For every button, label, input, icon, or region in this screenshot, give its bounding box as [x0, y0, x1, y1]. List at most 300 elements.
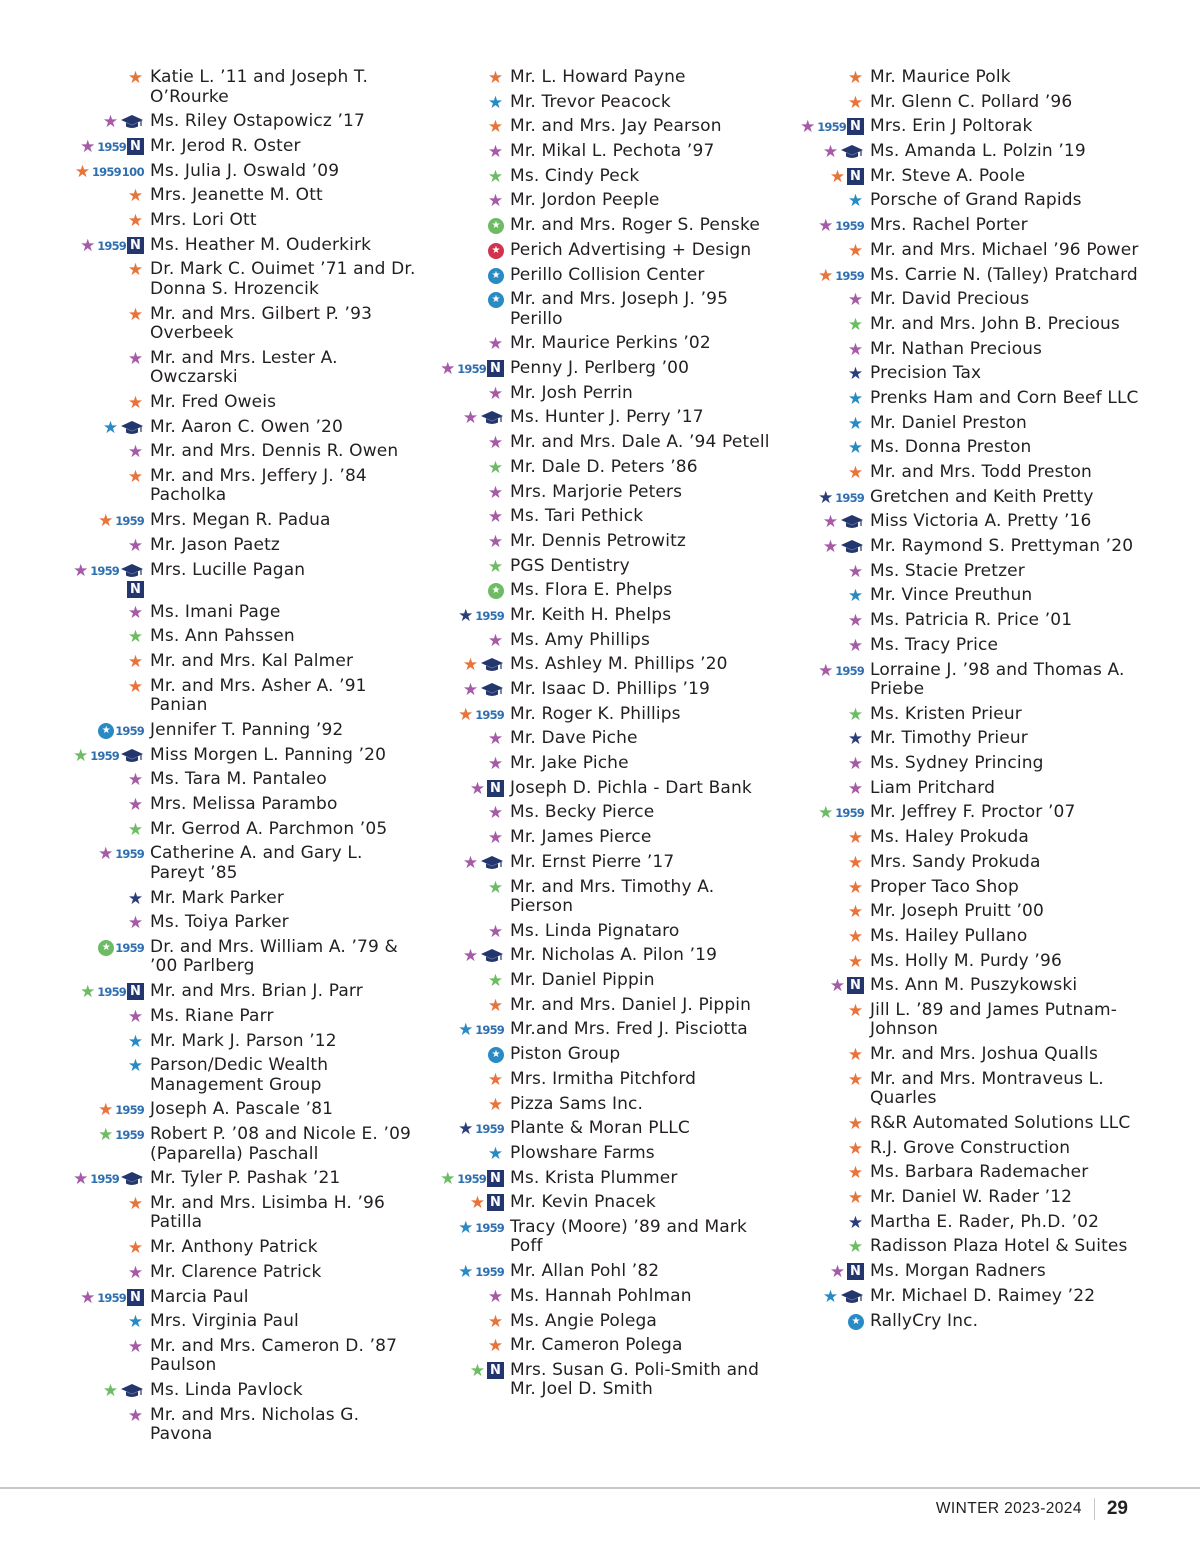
donor-icons: [430, 1169, 510, 1188]
donor-icons: [430, 117, 510, 136]
donor-name: Mr. and Mrs. Dale A. ’94 Petell: [510, 432, 770, 453]
donor-name: Ms. Cindy Peck: [510, 165, 640, 186]
donor-icons: [430, 729, 510, 748]
graduation-cap-icon: [480, 656, 504, 674]
donor-name: Ms. Hunter J. Perry ’17: [510, 407, 704, 428]
donor-entry: [790, 512, 1142, 532]
donor-entry: [430, 290, 782, 329]
donor-icons: [70, 236, 150, 255]
donor-entry: [790, 1001, 1142, 1040]
donor-entry: [70, 844, 422, 883]
star-icon: ★: [74, 161, 91, 182]
donor-entry: [790, 927, 1142, 947]
donor-name: Mrs. Virginia Paul: [150, 1311, 299, 1332]
graduation-cap-icon: [840, 1288, 864, 1306]
donor-name: Mr. Roger K. Phillips: [510, 703, 681, 724]
1959-society-icon: 1959: [835, 663, 864, 678]
donor-name: Mr. Timothy Prieur: [870, 728, 1028, 749]
1959-society-icon: 1959: [115, 1128, 144, 1143]
donor-entry: [790, 1070, 1142, 1109]
donor-entry: [790, 315, 1142, 335]
donor-icons: [70, 536, 150, 555]
donor-entry: [430, 803, 782, 823]
donor-icons: [430, 828, 510, 847]
star-icon: ★: [98, 1125, 114, 1146]
donor-entry: [430, 1169, 782, 1189]
donor-icons: [790, 216, 870, 235]
donor-name: Mrs. Marjorie Peters: [510, 481, 683, 502]
star-icon: ★: [127, 535, 144, 556]
star-icon: ★: [487, 971, 504, 992]
donor-name: Penny J. Perlberg ’00: [510, 358, 690, 379]
n-logo-icon: N: [127, 237, 144, 254]
donor-icons: [790, 1312, 870, 1330]
donor-entry: [790, 1237, 1142, 1257]
donor-name: Ms. Becky Pierce: [510, 802, 655, 823]
star-icon: ★: [487, 433, 504, 454]
star-icon: ★: [469, 1193, 486, 1214]
donor-icons: [790, 661, 870, 680]
donor-entry: [790, 389, 1142, 409]
donor-icons: [70, 1100, 150, 1119]
star-icon: ★: [127, 770, 144, 791]
donor-icons: [790, 1237, 870, 1256]
circle-star-icon: ★: [488, 268, 504, 284]
star-icon: ★: [102, 112, 119, 133]
donor-entry: [430, 631, 782, 651]
donor-icons: [70, 1263, 150, 1282]
1959-society-icon: 1959: [90, 1172, 119, 1187]
donor-entry: [430, 705, 782, 725]
star-icon: ★: [127, 1262, 144, 1283]
donor-icons: [790, 191, 870, 210]
donor-icons: [790, 1001, 870, 1020]
donor-column-3: [790, 68, 1142, 1336]
donor-icons: [70, 982, 150, 1001]
star-icon: ★: [487, 1094, 504, 1115]
donor-icons: [790, 803, 870, 822]
n-logo-icon: N: [847, 1263, 864, 1280]
star-icon: ★: [829, 976, 846, 997]
star-icon: ★: [127, 1405, 144, 1426]
star-icon: ★: [847, 951, 864, 972]
star-icon: ★: [487, 191, 504, 212]
donor-entry: [70, 603, 422, 623]
donor-name: Jill L. ’89 and James Putnam-Johnson: [870, 999, 1118, 1040]
donor-entry: [430, 216, 782, 236]
star-icon: ★: [847, 68, 864, 88]
donor-entry: [430, 828, 782, 848]
donor-name: Perich Advertising + Design: [510, 239, 752, 260]
star-icon: ★: [847, 877, 864, 898]
donor-icons: [790, 1213, 870, 1232]
donor-entry: [430, 606, 782, 626]
donor-name: Mr. Jerod R. Oster: [150, 135, 301, 156]
1959-society-icon: 1959: [475, 1023, 504, 1038]
donor-entry: [70, 795, 422, 815]
donor-entry: [70, 162, 422, 182]
star-icon: ★: [487, 166, 504, 187]
donor-name: Mr. Michael D. Raimey ’22: [870, 1285, 1096, 1306]
donor-entry: [430, 557, 782, 577]
donor-entry: [430, 507, 782, 527]
donor-name: Mr. Isaac D. Phillips ’19: [510, 679, 711, 699]
star-icon: ★: [822, 142, 839, 163]
1959-society-icon: 1959: [835, 490, 864, 505]
donor-entry: [790, 1163, 1142, 1183]
donor-icons: [790, 878, 870, 897]
donor-icons: [790, 853, 870, 872]
donor-icons: [430, 458, 510, 477]
donor-icons: [790, 1262, 870, 1281]
1959-society-icon: 1959: [457, 362, 486, 377]
donor-icons: [70, 1337, 150, 1356]
star-icon: ★: [847, 1138, 864, 1159]
star-icon: ★: [847, 364, 864, 385]
circle-star-icon: ★: [98, 723, 114, 739]
star-icon: ★: [847, 778, 864, 799]
star-icon: ★: [847, 1069, 864, 1090]
donor-icons: [430, 483, 510, 502]
donor-entry: [790, 290, 1142, 310]
star-icon: ★: [127, 1193, 144, 1214]
donor-entry: [790, 488, 1142, 508]
donor-entry: [70, 820, 422, 840]
issue-season: WINTER 2023-2024: [935, 1500, 1082, 1517]
donor-entry: [790, 729, 1142, 749]
star-icon: ★: [127, 1031, 144, 1052]
star-icon: ★: [73, 1169, 89, 1190]
1959-society-icon: 1959: [97, 238, 126, 253]
star-icon: ★: [80, 235, 96, 256]
donor-entry: [790, 779, 1142, 799]
donor-entry: [70, 746, 422, 766]
donor-name: Mr. and Mrs. Lester A. Owczarski: [150, 347, 338, 388]
donor-name: Miss Victoria A. Pretty ’16: [870, 511, 1092, 532]
donor-icons: [430, 1144, 510, 1163]
donor-name: Catherine A. and Gary L. Pareyt ’85: [150, 843, 363, 883]
star-icon: ★: [80, 1287, 96, 1308]
1959-society-icon: 1959: [835, 268, 864, 283]
donor-entry: [790, 414, 1142, 434]
donor-icons: [790, 1188, 870, 1207]
1959-society-icon: 1959: [475, 1265, 504, 1280]
donor-name: Mrs. Irmitha Pitchford: [510, 1068, 697, 1089]
donor-name: Mr. Jason Paetz: [150, 534, 280, 555]
donor-entry: [790, 1213, 1142, 1233]
donor-entry: [430, 996, 782, 1016]
n-logo-icon: N: [127, 138, 144, 155]
donor-name: Mr. Cameron Polega: [510, 1335, 683, 1356]
donor-entry: [790, 364, 1142, 384]
star-icon: ★: [127, 627, 144, 648]
1959-society-icon: 1959: [115, 723, 144, 738]
circle-star-icon: ★: [488, 292, 504, 308]
star-icon: ★: [127, 652, 144, 673]
donor-entry: [430, 1095, 782, 1115]
donor-icons: [70, 1288, 150, 1307]
star-icon: ★: [847, 561, 864, 582]
donor-icons: [790, 512, 870, 531]
1959-society-icon: 1959: [115, 514, 144, 529]
star-icon: ★: [487, 877, 504, 898]
donor-icons: [790, 364, 870, 383]
donor-entry: [430, 334, 782, 354]
donor-icons: [790, 902, 870, 921]
donor-icons: [790, 414, 870, 433]
donor-entry: [70, 137, 422, 157]
donor-name: Radisson Plaza Hotel & Suites: [870, 1236, 1128, 1257]
donor-name: Ms. Toiya Parker: [150, 912, 289, 933]
donor-name: Jennifer T. Panning ’92: [150, 719, 344, 740]
donor-name: Mr. Daniel Preston: [870, 412, 1027, 433]
donor-name: Mrs. Rachel Porter: [870, 215, 1028, 236]
star-icon: ★: [847, 729, 864, 750]
star-icon: ★: [127, 795, 144, 815]
donor-name: R&R Automated Solutions LLC: [870, 1113, 1131, 1133]
donor-entry: [790, 1262, 1142, 1282]
donor-icons: [790, 167, 870, 186]
star-icon: ★: [847, 1212, 864, 1233]
donor-icons: [790, 1139, 870, 1158]
donor-name: Gretchen and Keith Pretty: [870, 486, 1094, 507]
donor-icons: [430, 705, 510, 724]
donor-entry: [70, 938, 422, 977]
donor-icons: [790, 142, 870, 161]
1959-society-icon: 1959: [475, 1122, 504, 1137]
circle-star-icon: ★: [848, 1314, 864, 1330]
donor-icons: [790, 315, 870, 334]
donor-name: Parson/Dedic Wealth Management Group: [150, 1055, 329, 1095]
star-icon: ★: [487, 1286, 504, 1307]
donor-icons: [790, 611, 870, 630]
donor-name: Mrs. Sandy Prokuda: [870, 851, 1041, 872]
donor-entry: [70, 1263, 422, 1283]
donor-icons: [70, 1194, 150, 1213]
1959-society-icon: 1959: [90, 563, 119, 578]
donor-icons: [430, 606, 510, 625]
donor-entry: [70, 186, 422, 206]
star-icon: ★: [847, 852, 864, 873]
star-icon: ★: [127, 819, 144, 840]
star-icon: ★: [847, 1237, 864, 1258]
star-icon: ★: [487, 556, 504, 577]
donor-name: Mr. Jeffrey F. Proctor ’07: [870, 802, 1076, 823]
star-icon: ★: [462, 946, 479, 967]
donor-name: Ms. Ann M. Puszykowski: [870, 975, 1078, 996]
donor-name: Mrs. Susan G. Poli-Smith and Mr. Joel D. Smith: [510, 1359, 760, 1400]
star-icon: ★: [822, 512, 839, 533]
donor-entry: [430, 1045, 782, 1065]
1959-society-icon: 1959: [115, 847, 144, 862]
star-icon: ★: [829, 1262, 846, 1283]
donor-entry: [70, 1312, 422, 1332]
donor-icons: [430, 68, 510, 87]
donor-entry: [790, 902, 1142, 922]
donor-icons: [430, 1045, 510, 1063]
star-icon: ★: [822, 1286, 839, 1307]
1959-society-icon: 1959: [817, 120, 846, 135]
star-icon: ★: [462, 408, 479, 429]
n-logo-icon: N: [847, 118, 864, 135]
donor-name: Mr. Steve A. Poole: [870, 165, 1026, 186]
star-icon: ★: [487, 117, 504, 138]
donor-name: Mr. James Pierce: [510, 827, 652, 848]
donor-entry: [790, 803, 1142, 823]
donor-name: Mr. Glenn C. Pollard ’96: [870, 91, 1073, 112]
star-icon: ★: [127, 676, 144, 697]
donor-icons: [430, 266, 510, 284]
star-icon: ★: [80, 136, 96, 157]
star-icon: ★: [818, 487, 834, 508]
donor-icons: [790, 340, 870, 359]
star-icon: ★: [127, 1312, 144, 1333]
donor-icons: [790, 241, 870, 260]
donor-entry: [430, 1336, 782, 1356]
graduation-cap-icon: [120, 419, 144, 437]
donor-name: Ms. Tara M. Pantaleo: [150, 769, 327, 790]
donor-icons: [430, 878, 510, 897]
donor-icons: [790, 438, 870, 457]
donor-entry: [70, 442, 422, 462]
star-icon: ★: [127, 186, 144, 207]
donor-icons: [430, 334, 510, 353]
donor-name: Ms. Riane Parr: [150, 1005, 274, 1026]
donor-entry: [430, 1144, 782, 1164]
star-icon: ★: [127, 1006, 144, 1027]
donor-name: Ms. Flora E. Phelps: [510, 580, 673, 601]
donor-icons: [430, 680, 510, 699]
circle-star-icon: ★: [488, 583, 504, 599]
1959-society-icon: 1959: [475, 608, 504, 623]
donor-icons: [430, 1020, 510, 1039]
donor-entry: [430, 1193, 782, 1213]
star-icon: ★: [469, 1360, 486, 1381]
star-icon: ★: [487, 482, 504, 503]
donor-name: Mr. Gerrod A. Parchmon ’05: [150, 818, 388, 839]
donor-icons: [430, 922, 510, 941]
donor-name: Ms. Amanda L. Polzin ’19: [870, 141, 1086, 162]
donor-name: Mr. Maurice Perkins ’02: [510, 333, 711, 354]
donor-icons: [70, 721, 150, 740]
graduation-cap-icon: [840, 538, 864, 556]
donor-entry: [790, 878, 1142, 898]
donor-entry: [70, 561, 422, 598]
donor-icons: [430, 853, 510, 872]
n-logo-icon: N: [847, 168, 864, 185]
donor-entry: [430, 655, 782, 675]
donor-name: Miss Morgen L. Panning ’20: [150, 744, 387, 765]
star-icon: ★: [73, 745, 89, 766]
donor-name: Mr. Dave Piche: [510, 728, 638, 749]
donor-name: Mr. and Mrs. Joseph J. ’95 Perillo: [510, 289, 729, 329]
donor-icons: [430, 1287, 510, 1306]
donor-name: Mrs. Lori Ott: [150, 209, 257, 230]
graduation-cap-icon: [840, 513, 864, 531]
donor-icons: [430, 631, 510, 650]
donor-icons: [790, 952, 870, 971]
donor-name: Mr. Anthony Patrick: [150, 1237, 318, 1258]
donor-icons: [430, 1312, 510, 1331]
donor-entry: [70, 467, 422, 506]
donor-entry: [790, 828, 1142, 848]
donor-name: Ms. Kristen Prieur: [870, 703, 1022, 724]
donor-icons: [430, 507, 510, 526]
donor-icons: [70, 68, 150, 87]
donor-icons: [790, 463, 870, 482]
donor-name: Mr. Aaron C. Owen ’20: [150, 416, 343, 437]
donor-name: Ms. Angie Polega: [510, 1310, 657, 1331]
star-icon: ★: [829, 166, 846, 187]
donor-entry: [790, 1287, 1142, 1307]
star-icon: ★: [487, 754, 504, 775]
donor-name: Mr. Trevor Peacock: [510, 91, 671, 112]
n-logo-icon: N: [487, 780, 504, 797]
donor-icons: [70, 627, 150, 646]
donor-name: Mr. and Mrs. Montraveus L. Quarles: [870, 1068, 1104, 1109]
1959-society-icon: 1959: [91, 164, 121, 179]
donor-icons: [70, 305, 150, 324]
donor-entry: [790, 1114, 1142, 1134]
donor-name: Lorraine J. ’98 and Thomas A. Priebe: [870, 659, 1125, 699]
donor-entry: [70, 236, 422, 256]
donor-icons: [70, 349, 150, 368]
donor-name: Ms. Tari Pethick: [510, 506, 644, 527]
star-icon: ★: [847, 438, 864, 459]
donor-entry: [430, 117, 782, 137]
star-icon: ★: [847, 1045, 864, 1066]
donor-entry: [790, 586, 1142, 606]
donor-name: Mr. L. Howard Payne: [510, 67, 686, 87]
n-logo-icon: N: [127, 983, 144, 1000]
donor-entry: [790, 463, 1142, 483]
donor-entry: [70, 393, 422, 413]
donor-name: Mr. and Mrs. Dennis R. Owen: [150, 441, 399, 462]
donor-icons: [430, 408, 510, 427]
donor-icons: [70, 889, 150, 908]
1959-society-icon: 1959: [97, 139, 126, 154]
donor-name: Mr. Nicholas A. Pilon ’19: [510, 945, 718, 966]
donor-entry: [70, 1169, 422, 1189]
1959-society-icon: 1959: [457, 1171, 486, 1186]
donor-name: Joseph D. Pichla - Dart Bank: [510, 777, 752, 798]
donor-name: Mr. Tyler P. Pashak ’21: [150, 1168, 341, 1189]
donor-name: Ms. Ashley M. Phillips ’20: [510, 654, 728, 675]
star-icon: ★: [127, 442, 144, 463]
star-icon: ★: [127, 466, 144, 487]
donor-entry: [70, 982, 422, 1002]
donor-name: Mr. and Mrs. Todd Preston: [870, 462, 1092, 482]
donor-icons: [790, 636, 870, 655]
donor-name: Ms. Riley Ostapowicz ’17: [150, 111, 365, 132]
donor-icons: [70, 1007, 150, 1026]
donor-entry: [790, 562, 1142, 582]
donor-icons: [790, 927, 870, 946]
donor-entry: [790, 1312, 1142, 1332]
star-icon: ★: [847, 92, 864, 113]
donor-name: Mr.and Mrs. Fred J. Pisciotta: [510, 1019, 748, 1040]
donor-name: Liam Pritchard: [870, 777, 996, 798]
donor-entry: [430, 1119, 782, 1139]
page-footer: [936, 1498, 1128, 1520]
donor-name: Ms. Donna Preston: [870, 437, 1032, 458]
star-icon: ★: [469, 778, 486, 799]
donor-icons: [70, 603, 150, 622]
star-icon: ★: [847, 314, 864, 335]
donor-name: Mr. Dale D. Peters ’86: [510, 456, 698, 477]
star-icon: ★: [800, 117, 816, 138]
donor-name: Ms. Krista Plummer: [510, 1167, 678, 1188]
